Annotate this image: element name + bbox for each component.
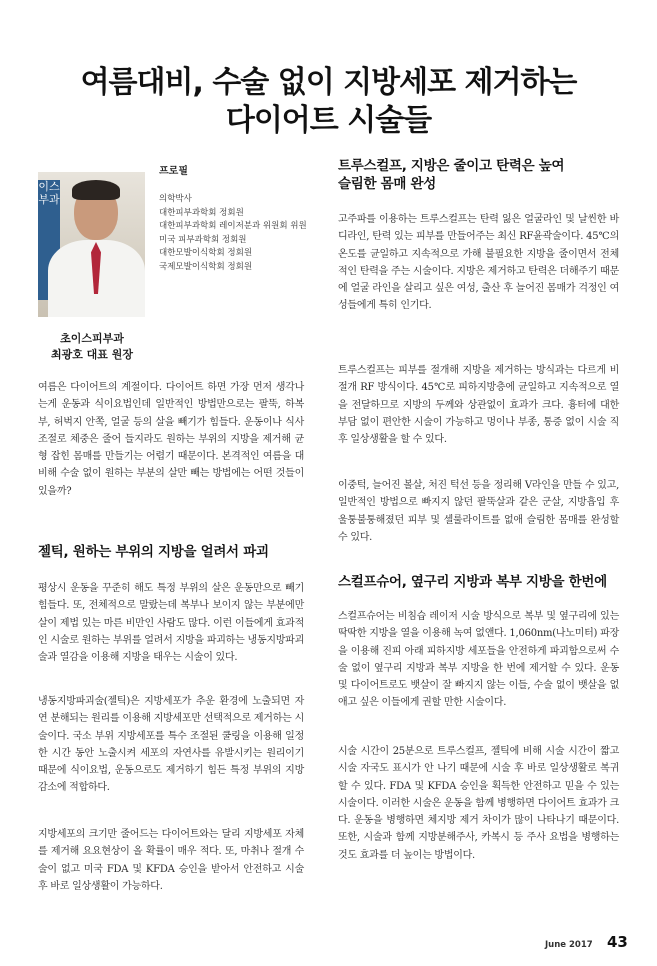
section-title-trusculpt xyxy=(338,157,564,193)
intro-paragraph: 여름은 다이어트의 계절이다. 다이어트 하면 가장 먼저 생각나는게 운동과 식이요법인데 일반적인 방법만으로는 팔뚝, 하복부, 허벅지 안쪽, 얼굴 등의 살을 빼기가 힘들다. 운동이나 식사조절로 체중은 줄어 들지라도 원하는 부위의 지방을 제거해 균형 잡힌 몸매를 만들기는 어렵기 때문이다. 본격적인 여름을 대비해 수술 없이 원하는 부분의 살만 빼는 방법에는 어떤 것들이 있을까? xyxy=(38,382,304,497)
clinic-sign: 이스 부과 xyxy=(38,180,60,300)
zeltiq-paragraph-3: 지방세포의 크기만 줄어드는 다이어트와는 달리 지방세포 자체를 제거해 요요현상이 올 확률이 매우 적다. 또, 마취나 절개 수술이 없고 미국 FDA 및 KFDA 승인을 받아서 안전하고 시술 후 바로 일상생활이 가능하다. xyxy=(38,829,304,892)
clinic-name: 초이스피부과 xyxy=(60,332,124,345)
section-title-zeltiq: 젤틱, 원하는 부위의 지방을 얼려서 파괴 xyxy=(38,544,269,560)
article-title-line-2: 다이어트 시술들 xyxy=(225,103,432,138)
doctor-photo xyxy=(38,172,145,317)
page-number: 43 xyxy=(607,933,628,951)
profile-item: 국제모발이식학회 정회원 xyxy=(159,261,253,272)
section-title-trusculpt-line-1: 트루스컬프, 지방은 줄이고 탄력은 높여 xyxy=(338,158,565,174)
profile-item: 대한피부과학회 정회원 xyxy=(159,207,244,218)
profile-item: 대한모발이식학회 정회원 xyxy=(159,248,253,259)
trusculpt-paragraph-3: 이중턱, 늘어진 볼살, 처진 턱선 등을 정리해 V라인을 만들 수 있고, 일반적인 방법으로 빠지지 않던 팔뚝살과 같은 군살, 지방흡입 후 울퉁불퉁해졌던 피부 및 셀룰라이트를 없애 슬림한 몸매를 완성할 수 있다. xyxy=(338,480,619,543)
doctor-name: 최광호 대표 원장 xyxy=(50,348,134,361)
zeltiq-paragraph-2: 냉동지방파괴술(젤틱)은 지방세포가 추운 환경에 노출되면 자연 분해되는 원리를 이용해 지방세포만 선택적으로 제거하는 시술이다. 국소 부위 지방세포를 특수 조절된 쿨링을 이용해 일정한 시간 동안 노출시켜 세포의 자연사를 유발시키는 원리이기 때문에 식이요법, 운동으로도 제거하기 힘든 특정 부위의 지방 감소에 적합하다. xyxy=(38,696,304,794)
article-title xyxy=(20,64,637,140)
zeltiq-paragraph-1: 평상시 운동을 꾸준히 해도 특정 부위의 살은 운동만으로 빼기 힘들다. 또, 전체적으로 말랐는데 복부나 보이지 않는 부분에만 살이 제법 있는 마른 비만인 사람도 많다. 이런 이들에게 효과적인 시술로 원하는 부위를 얼려서 지방을 파괴하는 냉동지방파괴술과 열감을 이용해 지방을 태우는 시술이 있다. xyxy=(38,583,304,664)
profile-item: 대한피부과학회 레이저분과 위원회 위원 xyxy=(159,221,307,232)
profile-item: 미국 피부과학회 정회원 xyxy=(159,234,247,245)
section-title-sculpsure: 스컬프슈어, 옆구리 지방과 복부 지방을 한번에 xyxy=(338,574,607,590)
doctor-caption xyxy=(30,331,154,363)
profile-list xyxy=(159,193,307,275)
sculpsure-paragraph-1: 스컬프슈어는 비침습 레이저 시술 방식으로 복부 및 옆구리에 있는 딱딱한 지방을 열을 이용해 녹여 없앤다. 1,060nm(나노미터) 파장을 이용해 진피 아래 피하지방 세포들을 안전하게 파괴함으로써 수술 없이 옆구리 지방과 복부 지방을 한 번에 제거할 수 있다. 운동 및 다이어트로도 뱃살이 잘 빠지지 않는 이들, 수술 없이 뱃살을 없애고 싶은 이들에게 권할 만한 시술이다. xyxy=(338,611,619,709)
trusculpt-paragraph-2: 트루스컬프는 피부를 절개해 지방을 제거하는 방식과는 다르게 비절개 RF 방식이다. 45℃로 피하지방층에 균일하고 지속적으로 열을 전달하므로 지방의 두께와 상관없이 효과가 크다. 흉터에 대한 부담 없이 편안한 시술이 가능하고 멍이나 부종, 통증 없이 시술 직후 일상생활을 할 수 있다. xyxy=(338,365,619,446)
sculpsure-paragraph-2: 시술 시간이 25분으로 트루스컬프, 젤틱에 비해 시술 시간이 짧고 시술 자국도 표시가 안 나기 때문에 시술 후 바로 일상생활로 복귀할 수 있다. FDA 및 KFDA 승인을 획득한 안전하고 믿을 수 있는 시술이다. 이러한 시술은 운동을 함께 병행하면 다이어트 효과가 크다. 운동을 병행하면 체지방 제거 차이가 많이 나타나기 때문이다. 또한, 시술과 함께 지방분해주사, 카복시 등 주사 요법을 병행하는 것도 효과를 더 높이는 방법이다. xyxy=(338,746,619,861)
profile-item: 의학박사 xyxy=(159,194,192,204)
trusculpt-paragraph-1: 고주파를 이용하는 트루스컬프는 탄력 잃은 얼굴라인 및 날씬한 바디라인, 탄력 있는 피부를 만들어주는 최신 RF윤곽술이다. 45℃의 온도를 균일하고 지속적으로 가해 불필요한 지방을 줄이면서 전체적인 탄력을 주는 시술이다. 지방은 제거하고 탄력은 더해주기 때문에 얼굴 라인을 살리고 싶은 여성, 출산 후 늘어진 몸매가 걱정인 여성들에게 특히 인기다. xyxy=(338,214,619,312)
photo-hair xyxy=(72,180,120,200)
section-title-trusculpt-line-2: 슬림한 몸매 완성 xyxy=(338,176,436,192)
issue-date: June 2017 xyxy=(545,940,593,950)
article-title-line-1: 여름대비, 수술 없이 지방세포 제거하는 xyxy=(80,65,577,100)
profile-heading: 프로필 xyxy=(159,166,188,177)
